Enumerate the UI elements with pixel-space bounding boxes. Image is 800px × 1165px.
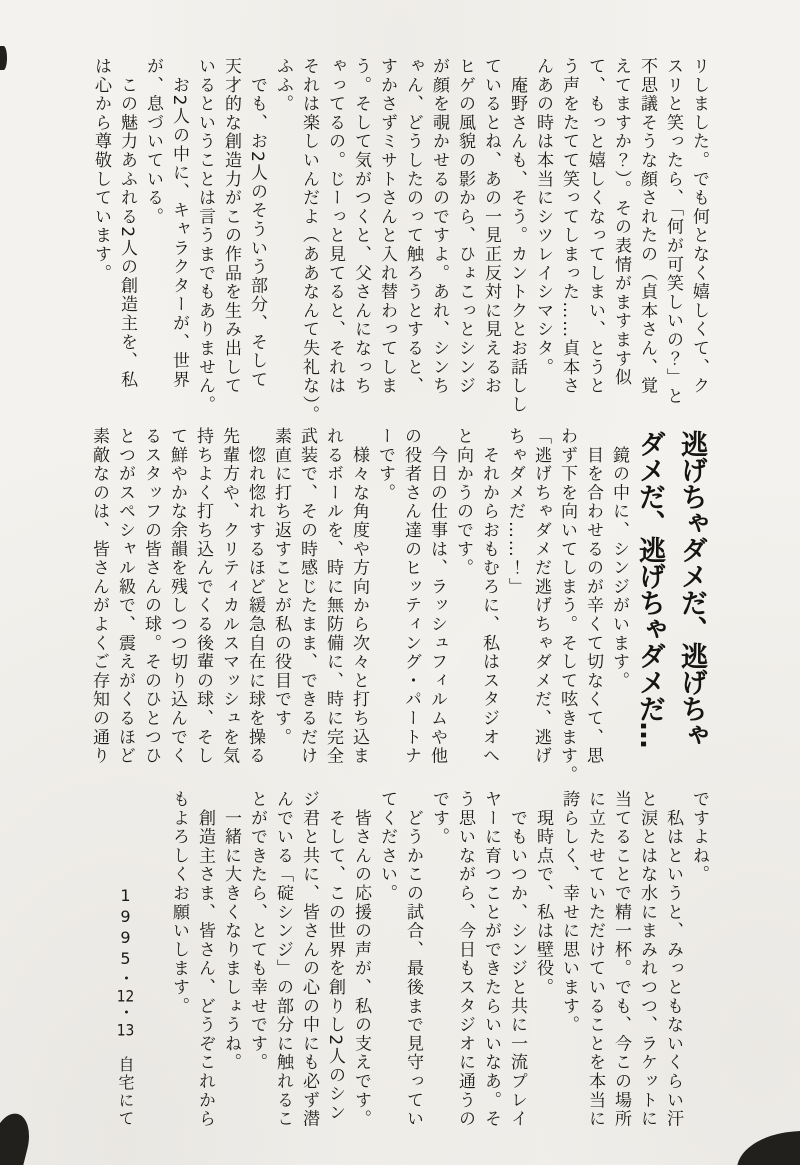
- text-column: ヤーに育つことができたらいいなあ。そ: [481, 790, 501, 1129]
- text-column: それは楽しいんだよ（ああなんて失礼な）。: [299, 57, 319, 425]
- section-studio-passage: [86, 427, 632, 785]
- text-column: の役者さん達のヒッティング・パートナ: [401, 427, 421, 766]
- text-column: と向かうのです。: [453, 427, 473, 578]
- text-column: スリと笑ったら、「何が可笑しいの？」と: [663, 57, 683, 406]
- scan-artifact-bottom-right: [735, 1130, 800, 1165]
- text-column: 現時点で、私は壁役。: [533, 790, 553, 997]
- text-column: 素敵なのは、皆さんがよくご存知の通り: [89, 427, 109, 766]
- text-column: てください。: [377, 790, 397, 903]
- text-column: 目を合わせるのが辛くて切なくて、思: [583, 427, 603, 766]
- text-column: ダメだ、逃げちゃダメだ…: [634, 430, 665, 748]
- section-closing-passage: [166, 790, 712, 1142]
- text-column: と涙とはな水にまみれつつ、ラケットに: [637, 790, 657, 1129]
- text-column: 持ちよく打ち込んでくる後輩の球、そし: [193, 427, 213, 766]
- text-column: いるということは言うまでもありません。: [195, 57, 215, 415]
- text-column: 創造主さま、皆さん、どうぞこれから: [195, 790, 215, 1129]
- section-opening-passage: [88, 57, 712, 429]
- text-column: が、息づいている。: [143, 57, 163, 227]
- text-column: 様々な角度や方向から次々と打ち込ま: [349, 427, 369, 766]
- text-column: う。そして気がつくと、父さんになっち: [351, 57, 371, 396]
- text-column: に立たせていただけていることを本当に: [585, 790, 605, 1129]
- text-column: 庵野さんも、そう。カントクとお話しし: [507, 57, 527, 415]
- text-column: 先輩方や、クリティカルスマッシュを気: [219, 427, 239, 766]
- text-column: 不思議そうな顔されたの（貞本さん、覚: [637, 57, 657, 396]
- text-column: 「逃げちゃダメだ逃げちゃダメだ、逃げ: [531, 427, 551, 766]
- text-column: るスタッフの皆さんの球。そのひとつひ: [141, 427, 161, 766]
- text-column: 一緒に大きくなりましょうね。: [221, 790, 241, 1072]
- text-column: 鏡の中に、シンジがいます。: [609, 427, 629, 691]
- text-column: それからおもむろに、私はスタジオへ: [479, 427, 499, 766]
- text-column: 私はというと、みっともないくらい汗: [663, 790, 683, 1129]
- text-column: 当てることで精一杯。でも、今この場所: [611, 790, 631, 1129]
- date-part: 自宅にて: [116, 1056, 135, 1128]
- text-column: ふふ。: [273, 57, 293, 114]
- text-column: が顔を覗かせるのですよ。あれ、シンち: [429, 57, 449, 396]
- date-line: [112, 886, 138, 1148]
- date-part: ・: [116, 970, 135, 988]
- text-column: とつがスペシャル級で、震えがくるほど: [115, 427, 135, 766]
- text-column: 天才的な創造力がこの作品を生み出して: [221, 57, 241, 396]
- text-column: 惚れ惚れするほど緩急自在に球を操る: [245, 427, 265, 766]
- text-column: 今日の仕事は、ラッシュフィルムや他: [427, 427, 447, 766]
- text-column: すかさずミサトさんと入れ替わってしま: [377, 57, 397, 396]
- scan-artifact-top-left: [0, 46, 7, 70]
- text-column: う声をたてて笑ってしまった……貞本さ: [559, 57, 579, 396]
- text-column: う思いながら、今日もスタジオに通うの: [455, 790, 475, 1129]
- text-column: えてますか？）。その表情がますます似: [611, 57, 631, 387]
- text-column: ヒゲの風貌の影から、ひょこっとシンジ: [455, 57, 475, 396]
- text-column: て、もっと嬉しくなってしまい、とうと: [585, 57, 605, 396]
- date-part: 13: [116, 1022, 135, 1038]
- text-column: ーです。: [375, 427, 395, 503]
- text-column: れるボールを、時に無防備に、時に完全: [323, 427, 343, 766]
- text-column: ジ君と共に、皆さんの心の中にも必ず潜: [299, 790, 319, 1129]
- text-column: て鮮やかな余韻を残しつつ切り込んでく: [167, 427, 187, 766]
- text-column: ゃん、どうしたのって触ろうとすると、: [403, 57, 423, 396]
- text-column: んあの時は本当にシツレイシマシタ。: [533, 57, 553, 377]
- text-column: ているとね、あの一見正反対に見えるお: [481, 57, 501, 396]
- text-column: 武装で、その時感じたまま、できるだけ: [297, 427, 317, 766]
- text-column: この魅力あふれる2人の創造主を、私: [117, 57, 137, 390]
- scan-artifact-bottom-left: [0, 1110, 35, 1165]
- text-column: んでいる「碇シンジ」の部分に触れるこ: [273, 790, 293, 1129]
- text-column: 逃げちゃダメだ、逃げちゃ: [676, 430, 707, 748]
- text-column: ですよね。: [689, 790, 709, 884]
- text-column: そして、この世界を創りし2人のシン: [325, 790, 345, 1123]
- text-column: でも、お2人のそういう部分、そして: [247, 57, 267, 390]
- text-column: わず下を向いてしまう。そして呟きます。: [557, 427, 577, 785]
- text-column: は心から尊敬しています。: [91, 57, 111, 283]
- text-column: どうかこの試合、最後まで見守ってい: [403, 790, 423, 1129]
- text-column: リしました。でも何となく嬉しくて、ク: [689, 57, 709, 396]
- text-column: とができたら、とても幸せです。: [247, 790, 267, 1072]
- date-part: ・: [116, 1004, 135, 1022]
- text-column: 皆さんの応援の声が、私の支えです。: [351, 790, 371, 1129]
- text-column: もよろしくお願いします。: [169, 790, 189, 1016]
- text-column: 誇らしく、幸せに思います。: [559, 790, 579, 1035]
- text-column: ちゃダメだ……！」: [505, 427, 525, 597]
- text-column: です。: [429, 790, 449, 847]
- date-part: 1995: [116, 886, 135, 970]
- text-column: でもいつか、シンジと共に一流プレイ: [507, 790, 527, 1129]
- text-column: お2人の中に、キャラクターが、世界: [169, 57, 189, 390]
- text-column: ゃってるの。じーっと見てると、それは: [325, 57, 345, 396]
- section-heading: [628, 430, 712, 748]
- text-column: 素直に打ち返すことが私の役目です。: [271, 427, 291, 747]
- date-part: 12: [116, 988, 135, 1004]
- date-part: [116, 1038, 135, 1056]
